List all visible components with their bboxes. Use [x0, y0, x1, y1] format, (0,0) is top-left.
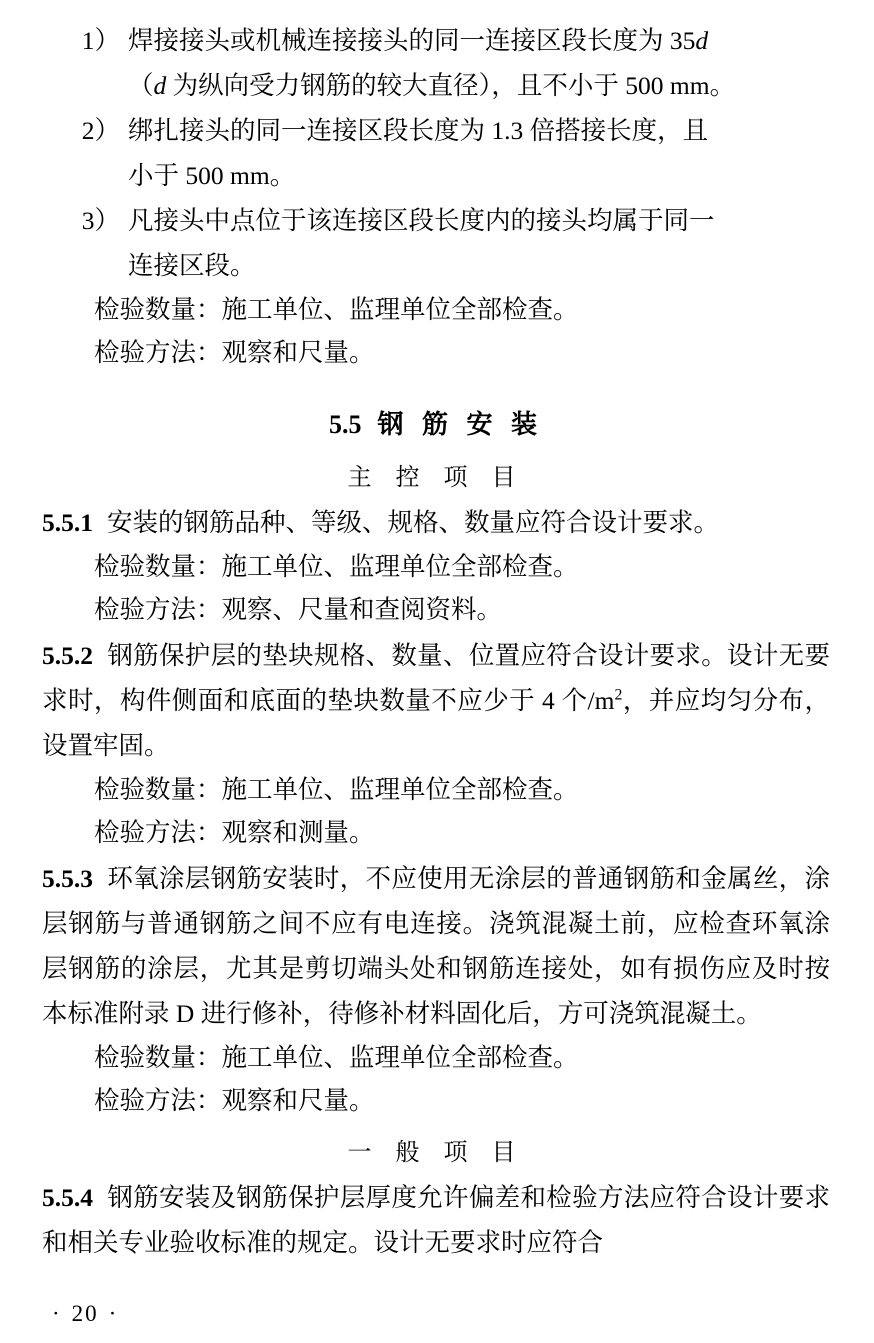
- list-item-marker: 3）: [81, 206, 120, 235]
- inspection-quantity: 检验数量：施工单位、监理单位全部检查。: [94, 552, 579, 581]
- list-item-body: [128, 108, 830, 198]
- inspection-method: 检验方法：观察、尺量和查阅资料。: [94, 595, 503, 624]
- clause-text-cont: 进行修补，待修补材料固化后，方可浇筑混凝土。: [194, 999, 762, 1028]
- clause-5-5-2: [42, 633, 830, 768]
- page-footer: [42, 1301, 128, 1327]
- list-item-line: 小于 500 mm。: [128, 161, 296, 190]
- value-35: 35: [669, 26, 696, 55]
- clause-5-5-1: [42, 500, 830, 545]
- list-item-line: 连接区段。: [128, 251, 256, 280]
- general-items-heading: 一 般 项 目: [347, 1140, 525, 1166]
- section-number: 5.5: [328, 410, 362, 439]
- list-item-body: [128, 198, 830, 288]
- page-number: 20: [71, 1301, 99, 1326]
- inspection-quantity: 检验数量：施工单位、监理单位全部检查。: [94, 295, 579, 324]
- footer-dot-right: ·: [108, 1301, 119, 1326]
- clause-number: 5.5.2: [42, 641, 93, 670]
- symbol-d: d: [153, 71, 167, 100]
- appendix-d: D: [175, 999, 195, 1028]
- clause-5-5-3: [42, 856, 830, 1036]
- list-item-marker: 2）: [81, 116, 120, 145]
- value-1-3: 1.3: [491, 116, 524, 145]
- inspection-method: 检验方法：观察和尺量。: [94, 1086, 375, 1115]
- inspection-quantity: 检验数量：施工单位、监理单位全部检查。: [94, 775, 579, 804]
- list-item-line: 绑扎接头的同一连接区段长度为 1.3 倍搭接长度，且: [128, 116, 709, 145]
- clause-5-5-4: [42, 1175, 830, 1265]
- inspection-method: 检验方法：观察和尺量。: [94, 338, 375, 367]
- inspection-method: 检验方法：观察和测量。: [94, 818, 375, 847]
- main-control-heading: 主 控 项 目: [347, 465, 525, 491]
- footer-dot-left: ·: [52, 1301, 62, 1326]
- clause-text: 钢筋安装及钢筋保护层厚度允许偏差和检验方法应符合设计要求和相关专业验收标准的规定。设计无要求时应符合: [42, 1183, 830, 1257]
- clause-text-cont: ，并应均匀分布，设置牢固。: [42, 686, 830, 760]
- list-item-marker: 1）: [81, 26, 120, 55]
- value-500mm: 500 mm: [625, 71, 710, 100]
- list-item-line: （d 为纵向受力钢筋的较大直径），且不小于 500 mm。: [128, 71, 736, 100]
- value-500mm: 500 mm: [185, 161, 270, 190]
- clause-text: 环氧涂层钢筋安装时，不应使用无涂层的普通钢筋和金属丝，涂层钢筋与普通钢筋之间不应有电连接。浇筑混凝土前，应检查环氧涂层钢筋的涂层，尤其是剪切端头处和钢筋连接处，如有损伤应及时按本标准附录: [42, 864, 830, 1028]
- list-item: [42, 18, 830, 108]
- clause-number: 5.5.4: [42, 1183, 93, 1212]
- symbol-d: d: [695, 26, 709, 55]
- section-title: 钢 筋 安 装: [377, 410, 543, 439]
- list-item: [42, 108, 830, 198]
- section-heading: [42, 404, 830, 441]
- value-4: 4: [541, 686, 555, 715]
- list-item-line: 凡接头中点位于该连接区段长度内的接头均属于同一: [128, 206, 715, 235]
- inspection-quantity: 检验数量：施工单位、监理单位全部检查。: [94, 1043, 579, 1072]
- list-item-line: 焊接接头或机械连接接头的同一连接区段长度为 35d: [128, 26, 709, 55]
- clause-number: 5.5.3: [42, 864, 93, 893]
- clause-number: 5.5.1: [42, 508, 93, 537]
- clause-text: 安装的钢筋品种、等级、规格、数量应符合设计要求。: [107, 508, 720, 537]
- clause-text: 钢筋保护层的垫块规格、数量、位置应符合设计要求。设计无要求时，构件侧面和底面的垫块数量不应少于: [42, 641, 830, 715]
- list-item-body: [128, 18, 830, 108]
- list-item: [42, 198, 830, 288]
- unit-per-square-meter: 个$/m^2$: [554, 686, 623, 715]
